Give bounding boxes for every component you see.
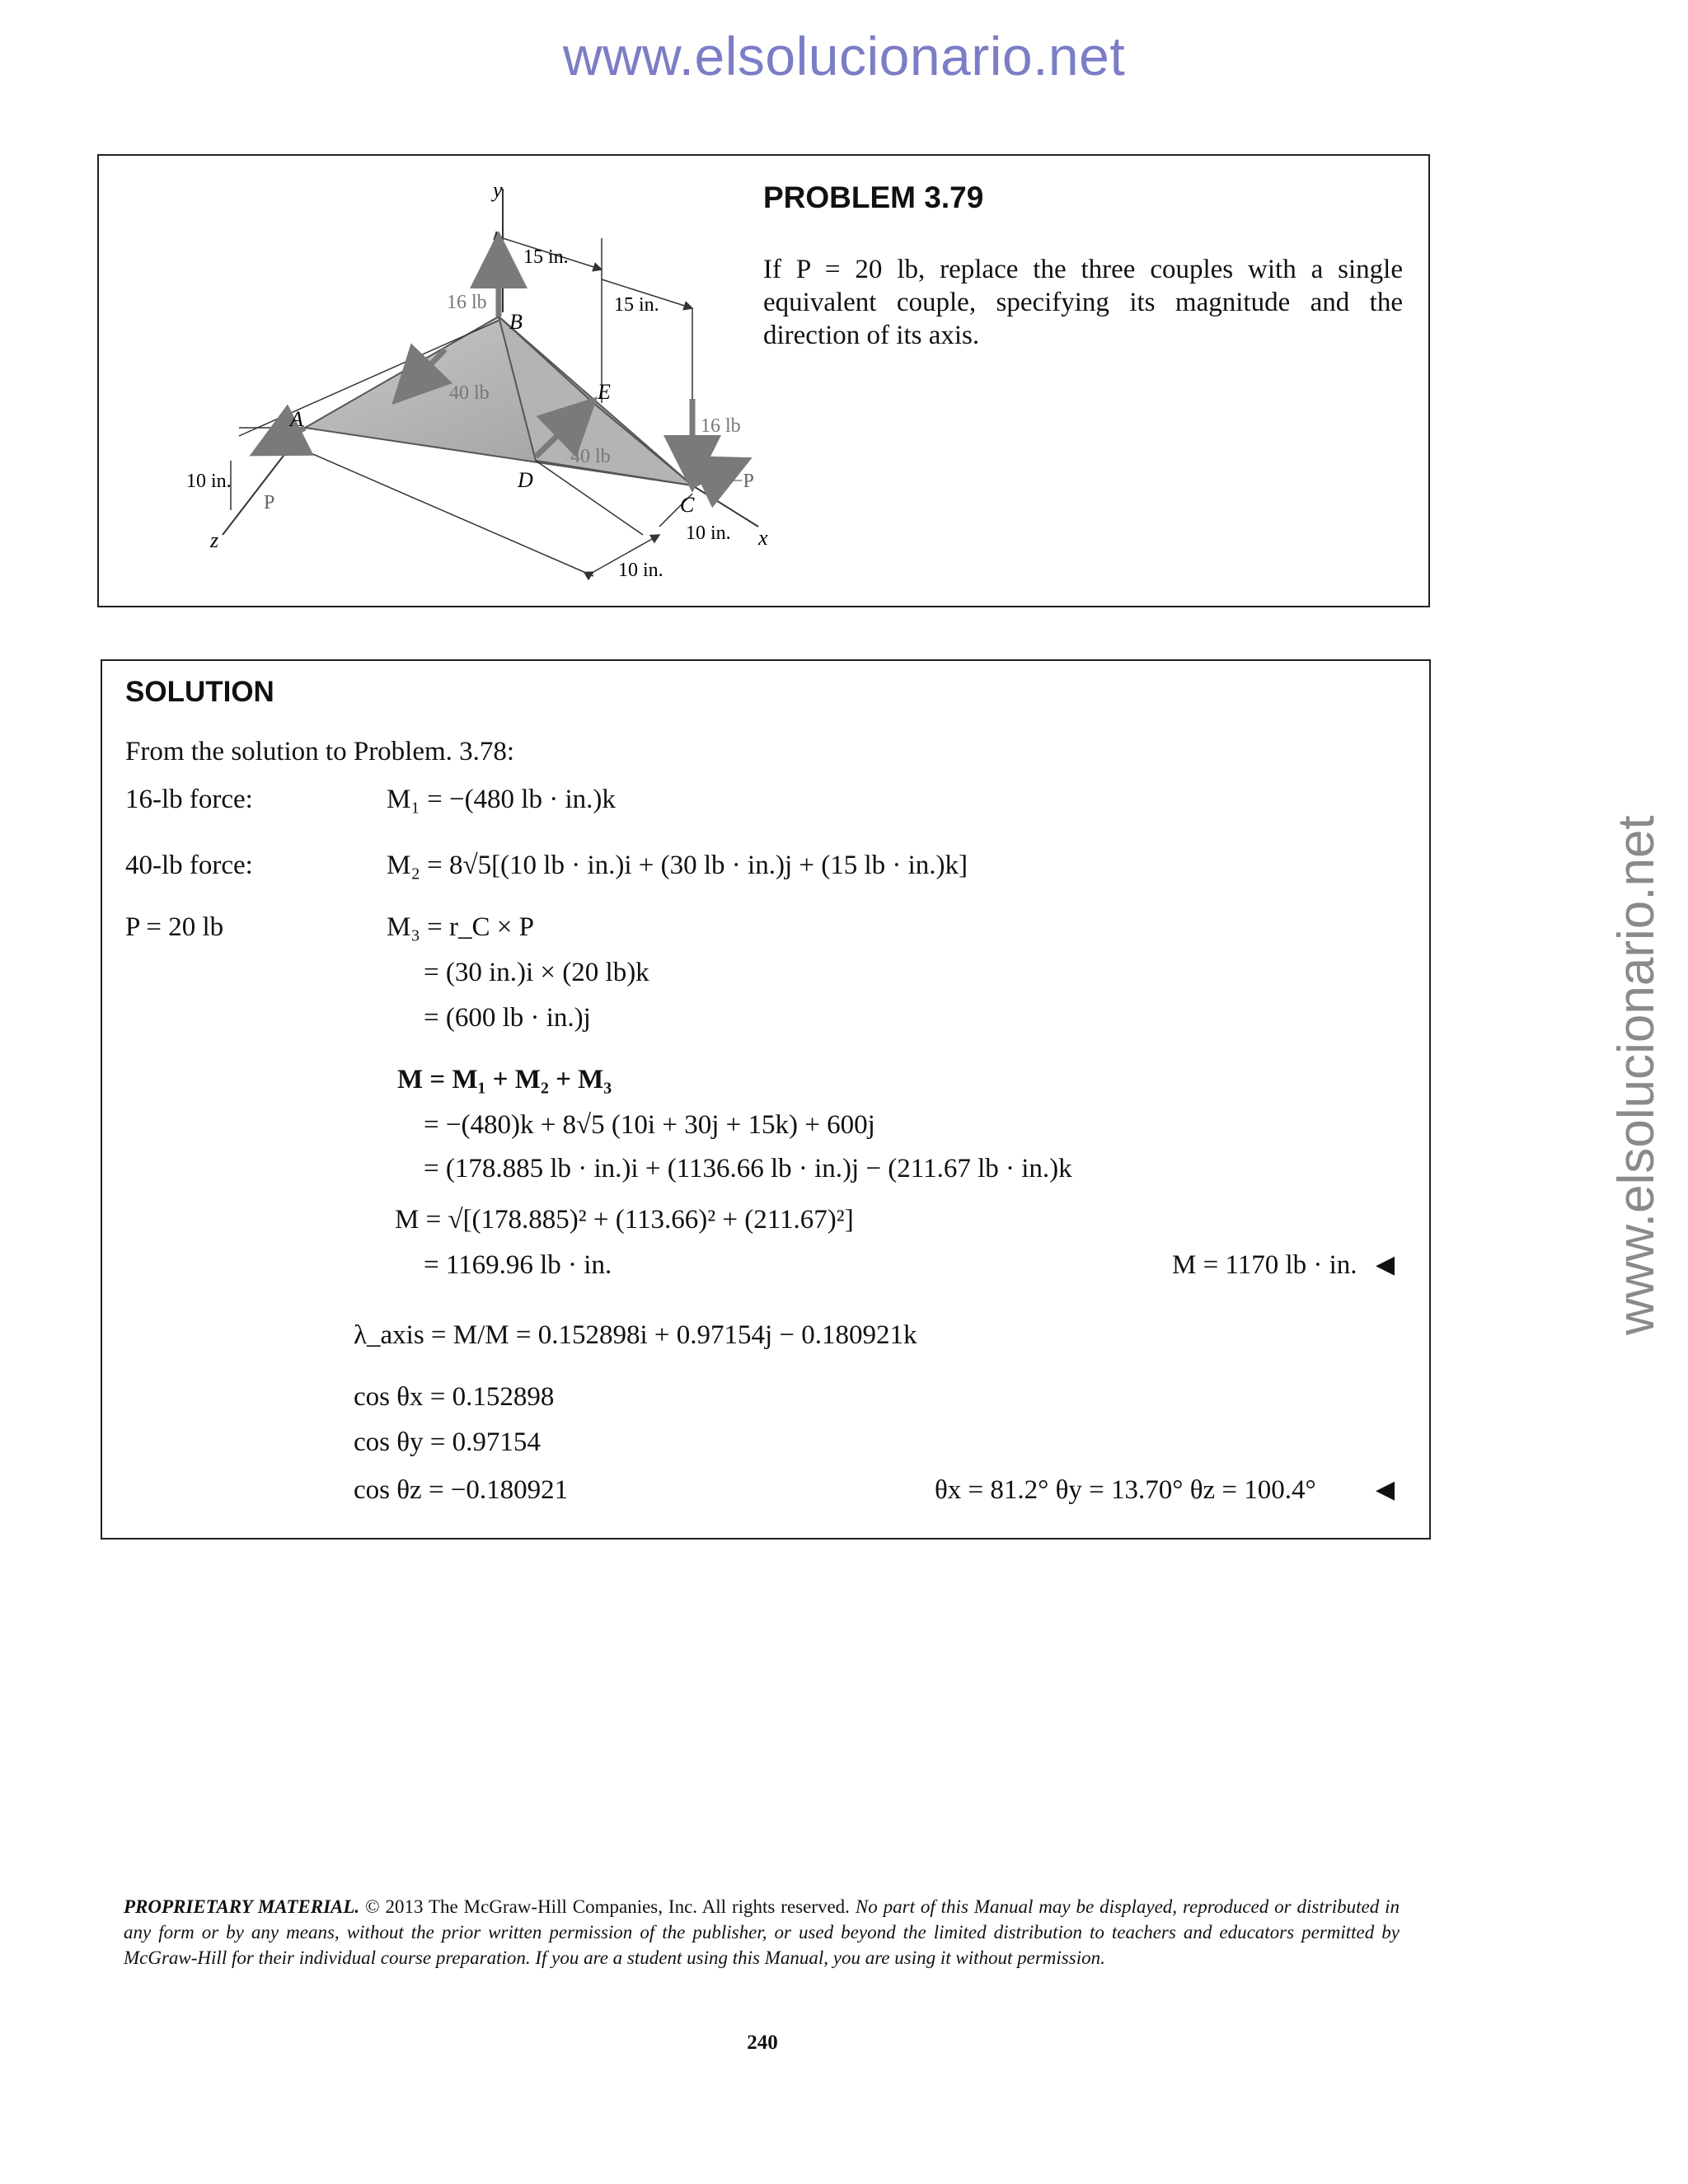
problem-figure: [181, 164, 824, 593]
watermark-side[interactable]: www.elsolucionario.net: [1608, 815, 1665, 1335]
svg-text:40 lb: 40 lb: [570, 446, 611, 467]
problem-statement: If P = 20 lb, replace the three couples with a single equivalent couple, specifying its magnitude and the direction of its axis.: [763, 255, 1403, 350]
svg-text:C: C: [680, 493, 695, 517]
eq-lambda: λ_axis = M/M = 0.152898i + 0.97154j − 0.180921k: [354, 1320, 917, 1350]
cos-x: cos θx = 0.152898: [354, 1382, 555, 1412]
force-P: [260, 428, 305, 451]
eq-magnitude: M = √[(178.885)² + (113.66)² + (211.67)²]: [395, 1205, 854, 1235]
footer-notice: No part of this Manual may be displayed, reproduced or distributed in any form or by any means, without the prior written permission of the publisher, or used beyond the limited distribution to teachers and educators permitted by McGraw-Hill for their individual course preparation. If you are a student using this Manual, you are using it without permission.: [124, 1896, 1400, 1968]
solution-title: SOLUTION: [125, 676, 274, 708]
svg-text:P: P: [264, 492, 275, 513]
solution-box: [101, 659, 1431, 1540]
svg-text:10 in.: 10 in.: [686, 523, 731, 544]
cos-y: cos θy = 0.97154: [354, 1427, 541, 1457]
solution-intro: From the solution to Problem. 3.78:: [125, 737, 515, 766]
svg-text:40 lb: 40 lb: [449, 382, 490, 404]
svg-text:B: B: [509, 310, 523, 334]
svg-text:10 in.: 10 in.: [186, 471, 232, 492]
svg-text:16 lb: 16 lb: [447, 292, 487, 313]
footer-copyright: © 2013 The McGraw-Hill Companies, Inc. All rights reserved.: [365, 1896, 850, 1917]
eq-m3-step-2: = (600 lb · in.)j: [424, 1003, 591, 1033]
svg-text:10 in.: 10 in.: [618, 560, 663, 581]
row-label-40lb: 40-lb force:: [125, 851, 253, 880]
svg-text:−P: −P: [732, 471, 754, 492]
eq-m3-step-1: = (30 in.)i × (20 lb)k: [424, 958, 649, 987]
footer-lead: PROPRIETARY MATERIAL.: [124, 1896, 360, 1917]
eq-magnitude-value: = 1169.96 lb · in.: [424, 1250, 612, 1280]
answer-marker-1: ◀: [1376, 1251, 1395, 1278]
eq-sum-step-2: = (178.885 lb · in.)i + (1136.66 lb · in.)j − (211.67 lb · in.)k: [424, 1154, 1072, 1183]
page-number: 240: [747, 2032, 778, 2054]
svg-text:E: E: [598, 380, 611, 404]
eq-m1: M₁ = −(480 lb · in.)k: [387, 785, 616, 814]
svg-text:15 in.: 15 in.: [523, 246, 569, 268]
problem-box: [97, 154, 1430, 607]
copyright-footer: [124, 1894, 1400, 1971]
svg-text:A: A: [290, 407, 303, 431]
svg-text:15 in.: 15 in.: [614, 294, 659, 316]
svg-text:D: D: [518, 468, 533, 492]
cos-z: cos θz = −0.180921: [354, 1475, 569, 1505]
svg-text:y: y: [493, 178, 503, 202]
eq-sum-step-1: = −(480)k + 8√5 (10i + 30j + 15k) + 600j: [424, 1110, 875, 1140]
problem-title: PROBLEM 3.79: [763, 180, 984, 214]
eq-m3: M₃ = r_C × P: [387, 912, 534, 942]
eq-sum: M = M₁ + M₂ + M₃: [397, 1065, 612, 1094]
row-label-16lb: 16-lb force:: [125, 785, 253, 814]
svg-text:z: z: [210, 528, 219, 552]
row-label-p: P = 20 lb: [125, 912, 224, 942]
eq-m2: M₂ = 8√5[(10 lb · in.)i + (30 lb · in.)j + (15 lb · in.)k]: [387, 851, 968, 880]
svg-text:16 lb: 16 lb: [701, 415, 741, 437]
answer-angles: θx = 81.2° θy = 13.70° θz = 100.4°: [935, 1475, 1316, 1505]
watermark-top[interactable]: www.elsolucionario.net: [562, 26, 1126, 87]
answer-magnitude: M = 1170 lb · in.: [1172, 1250, 1357, 1280]
answer-marker-2: ◀: [1376, 1476, 1395, 1503]
svg-text:x: x: [758, 526, 768, 550]
